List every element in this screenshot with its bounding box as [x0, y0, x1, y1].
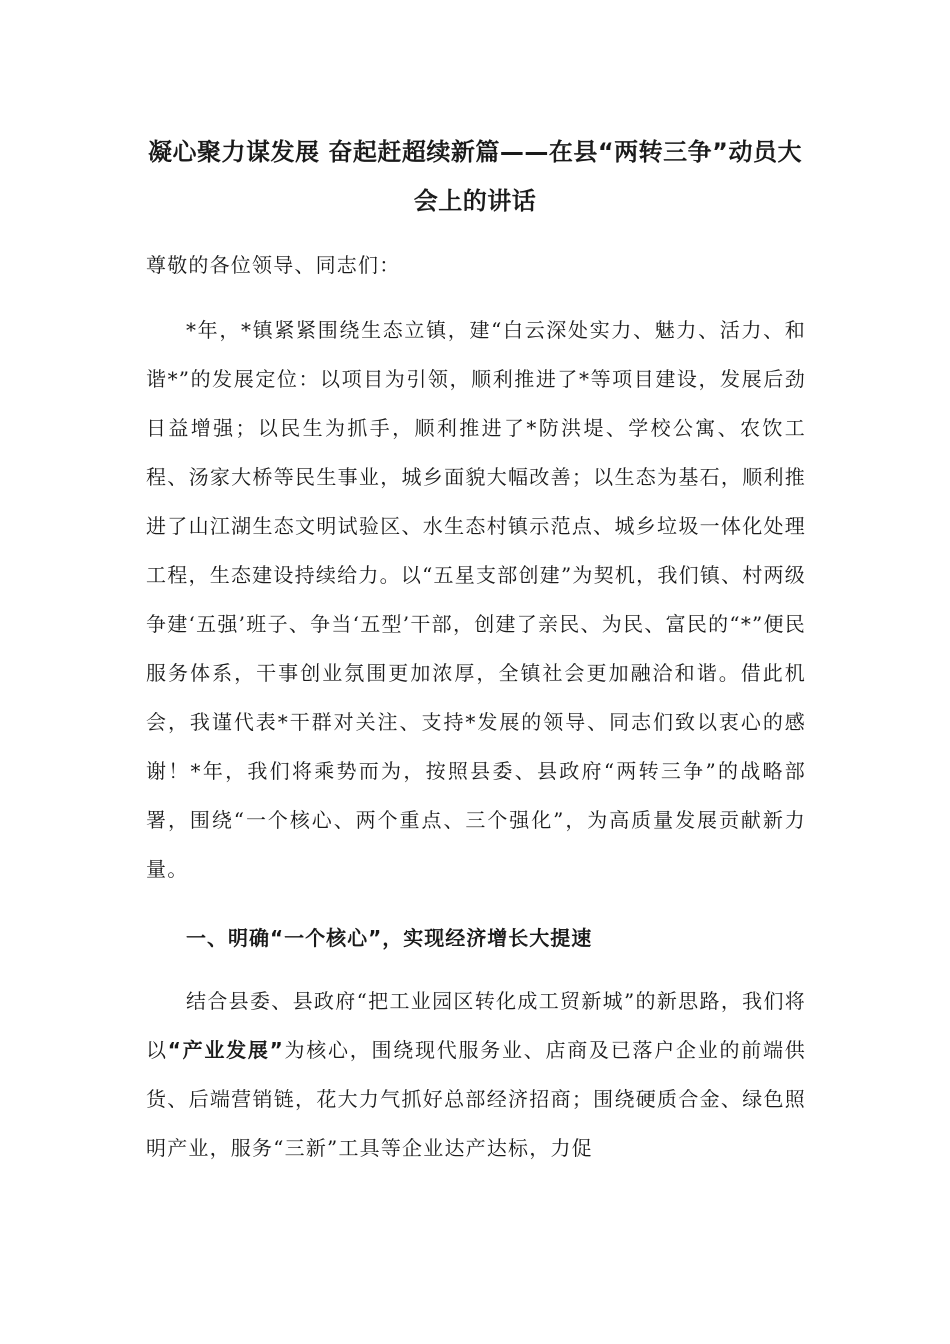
paragraph-2-rest: 为核心，围绕现代服务业、店商及已落户企业的前端供货、后端营销链，花大力气抓好总部经济招商；围绕硬质合金、绿色照明产业，服务“三新”工具等企业达产达标，力促 — [146, 1038, 806, 1160]
paragraph-2-intro: 结合县委、县政府“把工业园区转化成工贸新城”的新思路，我们将以 — [146, 989, 806, 1062]
body-paragraph-2 — [146, 977, 806, 1173]
paragraph-2-emphasis: “产业发展” — [167, 1038, 284, 1062]
section-heading-1: 一、明确“一个核心”，实现经济增长大提速 — [186, 926, 593, 950]
salutation: 尊敬的各位领导、同志们： — [146, 253, 401, 277]
body-paragraph-1: *年，*镇紧紧围绕生态立镇，建“白云深处实力、魅力、活力、和谐*”的发展定位：以项目为引领，顺利推进了*等项目建设，发展后劲日益增强；以民生为抓手，顺利推进了*防洪堤、学校公寓、农饮工程、汤家大桥等民生事业，城乡面貌大幅改善；以生态为基石，顺利推进了山江湖生态文明试验区、水生态村镇示范点、城乡垃圾一体化处理工程，生态建设持续给力。以“五星支部创建”为契机，我们镇、村两级争建‘五强’班子、争当‘五型’干部，创建了亲民、为民、富民的“*”便民服务体系，干事创业氛围更加浓厚，全镇社会更加融洽和谐。借此机会，我谨代表*干群对关注、支持*发展的领导、同志们致以衷心的感谢！*年，我们将乘势而为，按照县委、县政府“两转三争”的战略部署，围绕“一个核心、两个重点、三个强化”，为高质量发展贡献新力量。 — [146, 318, 806, 881]
document-title: 凝心聚力谋发展 奋起赶超续新篇——在县“两转三争”动员大会上的讲话 — [148, 138, 802, 215]
